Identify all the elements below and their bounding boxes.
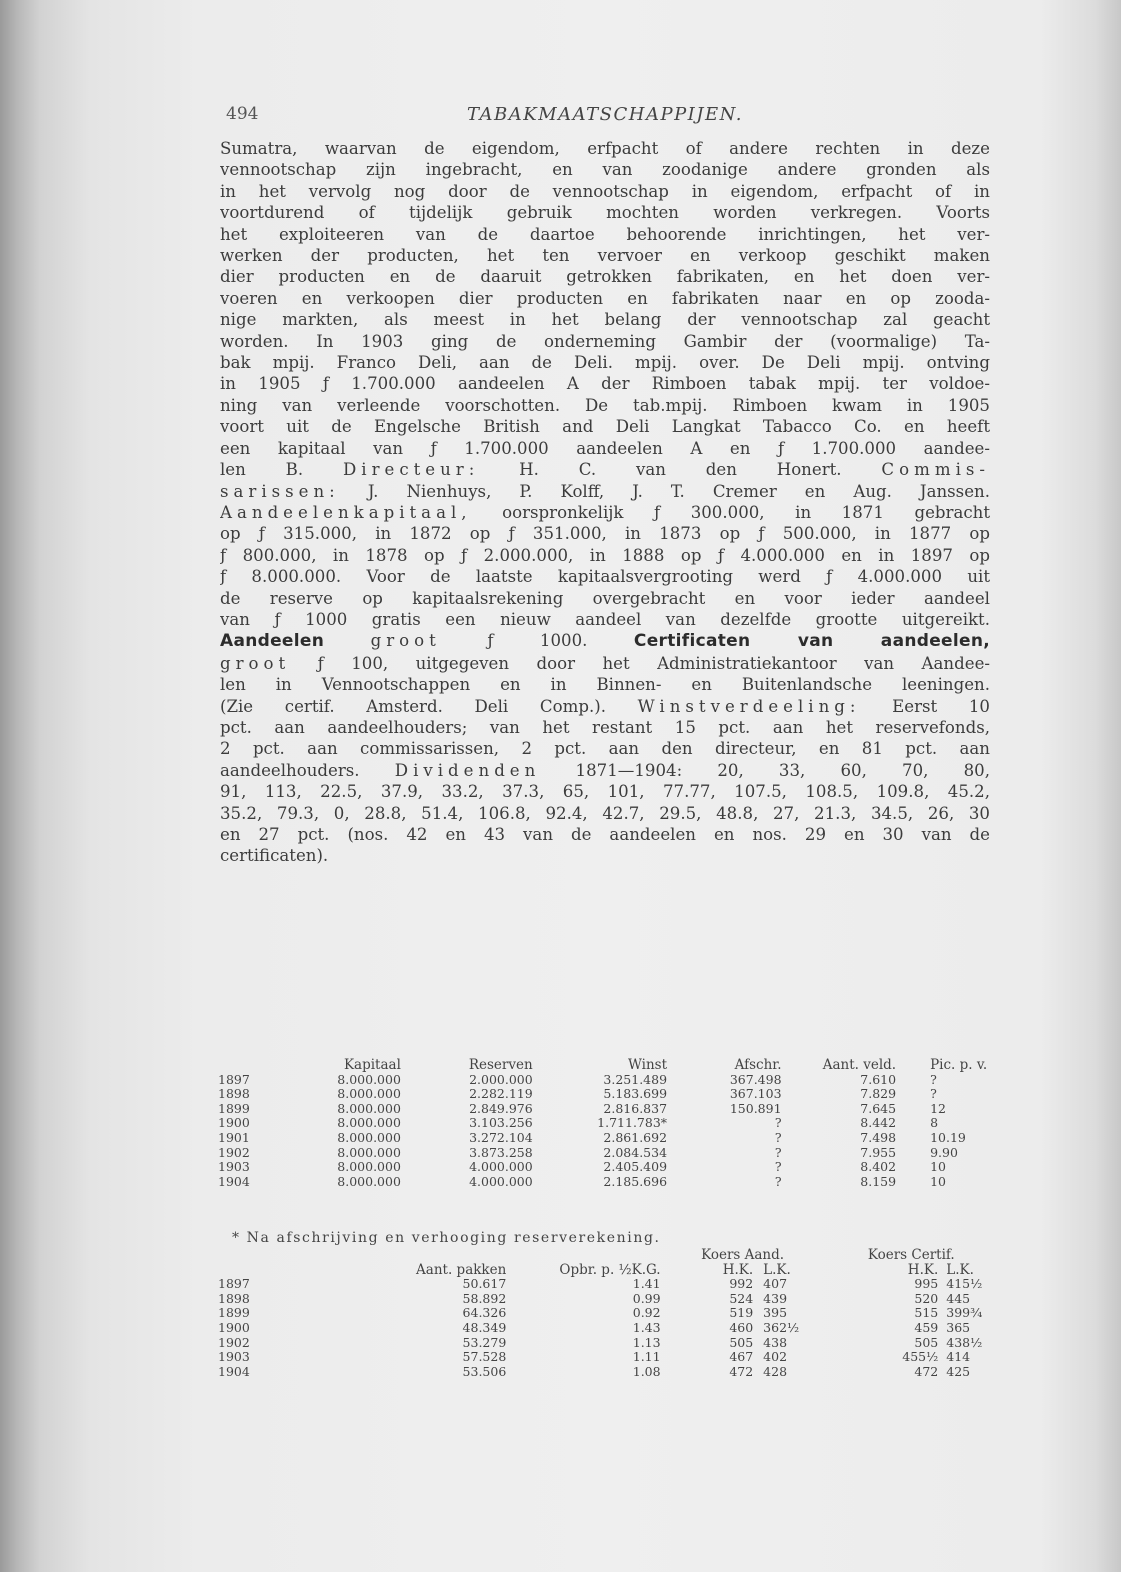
text-line: nige markten, als meest in het belang der vennootschap zal geacht [220,310,990,330]
group-koers-aand: Koers Aand. [701,1247,785,1263]
text-line-commissarissen: sarissen: J. Nienhuys, P. Kolff, J. T. Cremer en Aug. Janssen. [220,481,990,501]
col-cert-hk: H.K. [907,1261,939,1278]
col-cert-lk: L.K. [946,1261,974,1278]
table-cell: 1900 [218,1319,250,1335]
table-cell: ? [774,1144,782,1160]
table-cell: 445 [946,1290,971,1306]
text-line: en 27 pct. (nos. 42 en 43 van de aandeelen en nos. 29 en 30 van de [220,825,990,844]
table-cell: 1898 [218,1290,250,1306]
table-cell: ? [774,1173,782,1189]
table-cell: 8.000.000 [337,1144,401,1160]
table-cell: 459 [914,1319,939,1335]
table-cell: 58.892 [462,1290,507,1306]
table-cell: 395 [763,1305,788,1321]
table-row [218,1131,1008,1146]
col-aand-lk: L.K. [763,1261,791,1278]
table-cell: 9.90 [930,1144,958,1160]
running-title: TABAKMAATSCHAPPIJEN. [467,104,743,125]
col-aant-pakken: Aant. pakken [416,1261,507,1278]
table-cell: 2.405.409 [603,1159,668,1175]
body-text [220,138,990,867]
table-cell: 8.000.000 [337,1086,401,1102]
table-cell: 3.272.104 [469,1129,533,1145]
table-cell: 8.000.000 [337,1173,401,1189]
table-cell: 3.103.256 [469,1115,533,1131]
table-row [218,1321,1008,1336]
table-cell: 5.183.699 [603,1086,668,1102]
table-cell: 10 [930,1159,946,1175]
table-header-row [218,1263,1008,1278]
table-cell: 3.873.258 [469,1144,533,1160]
col-afschr: Afschr. [734,1057,782,1073]
table-cell: 399¾ [946,1305,983,1321]
table-row [218,1336,1008,1351]
table-cell: 8.000.000 [337,1129,401,1145]
text-line-directeur: len B. Directeur: H. C. van den Honert. Commis- [220,460,990,480]
table-cell: 520 [914,1290,939,1306]
table-cell: 1900 [218,1115,250,1131]
col-kapitaal: Kapitaal [343,1057,401,1073]
text-line: 2 pct. aan commissarissen, 2 pct. aan den directeur, en 81 pct. aan [220,739,990,759]
table-row [218,1277,1008,1292]
table-cell: 524 [729,1290,754,1306]
table-cell: 57.528 [462,1349,507,1365]
table-cell: 7.955 [860,1144,897,1160]
table-cell: 995 [914,1276,939,1292]
text-line-aandeelenkapitaal: Aandeelenkapitaal, oorspronkelijk ƒ 300.000, in 1871 gebracht [220,502,990,522]
table-cell: 519 [729,1305,754,1321]
table-cell: 460 [729,1319,754,1335]
table-cell: 505 [729,1334,754,1350]
table-cell: 2.816.837 [603,1100,668,1116]
col-pic-pv: Pic. p. v. [930,1057,988,1073]
table-row [218,1116,1008,1131]
table-row [218,1146,1008,1161]
table-cell: 415½ [946,1276,983,1292]
table-footnote: * Na afschrijving en verhooging reserverekening. [232,1230,661,1246]
table-cell: 362½ [763,1319,800,1335]
text-line: len in Vennootschappen en in Binnen- en Buitenlandsche leeningen. [220,675,990,695]
table-cell: 0.99 [632,1290,661,1306]
text-line: vennootschap zijn ingebracht, en van zoodanige andere gronden als [220,160,990,180]
col-winst: Winst [628,1057,668,1073]
production-price-table [218,1248,1008,1379]
table-cell: 12 [930,1100,946,1116]
table-cell: 8.442 [860,1115,897,1131]
text-line: ning van verleende voorschotten. De tab.mpij. Rimboen kwam in 1905 [220,395,990,415]
text-line: dier producten en de daaruit getrokken fabrikaten, en het doen ver- [220,267,990,287]
table-cell: 8.159 [860,1173,897,1189]
label-commissarissen-cont: sarissen: [220,481,340,501]
book-page [220,104,990,867]
text-line: worden. In 1903 ging de onderneming Gambir der (voormalige) Ta- [220,331,990,351]
table-cell: 439 [763,1290,788,1306]
table-cell: 1901 [218,1129,250,1145]
table-cell: 53.279 [462,1334,507,1350]
table-cell: 3.251.489 [603,1071,668,1087]
label-commissarissen: Commis- [881,460,990,480]
text-line: ƒ 800.000, in 1878 op ƒ 2.000.000, in 1888 op ƒ 4.000.000 en in 1897 op [220,545,990,565]
table-cell: ? [774,1159,782,1175]
text-line: het exploiteeren van de daartoe behoorende inrichtingen, het ver- [220,224,990,244]
table-cell: 428 [763,1363,788,1379]
table-cell: 0.92 [632,1305,661,1321]
table-cell: 1902 [218,1144,250,1160]
label-aandeelen: Aandeelen [220,631,325,652]
table-row [218,1175,1008,1190]
label-winstverdeeling: Winstverdeeling: [637,696,861,716]
label-dividenden: Dividenden [394,760,541,780]
table-header-row [218,1058,1008,1073]
table-cell: 7.610 [860,1071,897,1087]
table-cell: 1904 [218,1173,250,1189]
table-cell: 2.185.696 [603,1173,668,1189]
table-cell: 2.000.000 [469,1071,533,1087]
table-cell: 8.000.000 [337,1100,401,1116]
table-cell: 1903 [218,1159,250,1175]
table-cell: 505 [914,1334,939,1350]
table-cell: 8.402 [860,1159,897,1175]
text-line: pct. aan aandeelhouders; van het restant 15 pct. aan het reservefonds, [220,717,990,737]
text-line-aandeelen: Aandeelen groot ƒ 1000. Certificaten van aandeelen, [220,631,990,652]
table-cell: 7.645 [860,1100,897,1116]
text-line: Sumatra, waarvan de eigendom, erfpacht of andere rechten in deze [220,139,990,158]
table-cell: 4.000.000 [469,1159,533,1175]
table-cell: 367.498 [729,1071,782,1087]
table-cell: 455½ [902,1349,939,1365]
table-cell: 8.000.000 [337,1115,401,1131]
table-cell: 1.11 [632,1349,661,1365]
table-cell: 1.43 [632,1319,661,1335]
table-row [218,1306,1008,1321]
col-aant-veld: Aant. veld. [822,1057,897,1073]
col-reserven: Reserven [468,1057,533,1073]
text-line: 35.2, 79.3, 0, 28.8, 51.4, 106.8, 92.4, 42.7, 29.5, 48.8, 27, 21.3, 34.5, 26, 30 [220,803,990,823]
table-row [218,1087,1008,1102]
table-cell: 10 [930,1173,946,1189]
text-line: bak mpij. Franco Deli, aan de Deli. mpij. over. De Deli mpij. ontving [220,353,990,373]
table-row [218,1292,1008,1307]
table-cell: 7.829 [860,1086,897,1102]
table-cell: 407 [763,1276,788,1292]
table-cell: 414 [946,1349,971,1365]
table-cell: 367.103 [729,1086,782,1102]
table-cell: 1897 [218,1276,250,1292]
table-cell: 1903 [218,1349,250,1365]
table-cell: 402 [763,1349,788,1365]
label-aandeelenkapitaal: Aandeelenkapitaal, [220,502,472,522]
table-cell: 1.08 [632,1363,661,1379]
table-cell: 48.349 [462,1319,507,1335]
table-cell: 1904 [218,1363,250,1379]
table-cell: 150.891 [729,1100,782,1116]
table-cell: 472 [914,1363,939,1379]
text-line: werken der producten, het ten vervoer en verkoop geschikt maken [220,246,990,266]
table-cell: 365 [946,1319,971,1335]
table-cell: 1899 [218,1305,250,1321]
text-line: op ƒ 315.000, in 1872 op ƒ 351.000, in 1873 op ƒ 500.000, in 1877 op [220,524,990,544]
table-cell: ? [930,1071,937,1087]
table-cell: 8.000.000 [337,1159,401,1175]
table-cell: 438 [763,1334,788,1350]
table-cell: 1.13 [632,1334,661,1350]
table-cell: ? [774,1129,782,1145]
table-cell: 1.41 [632,1276,661,1292]
table-row [218,1102,1008,1117]
table-cell: 53.506 [462,1363,507,1379]
text-line: in het vervolg nog door de vennootschap in eigendom, erfpacht of in [220,181,990,201]
text-line-dividenden: aandeelhouders. Dividenden 1871—1904: 20, 33, 60, 70, 80, [220,760,990,780]
text-line: groot ƒ 100, uitgegeven door het Administratiekantoor van Aandee- [220,653,990,673]
page-number: 494 [226,104,259,124]
text-line: 91, 113, 22.5, 37.9, 33.2, 37.3, 65, 101, 77.77, 107.5, 108.5, 109.8, 45.2, [220,782,990,802]
text-line: certificaten). [220,846,329,866]
table-cell: 4.000.000 [469,1173,533,1189]
table-cell: 2.084.534 [603,1144,668,1160]
table-cell: 992 [729,1276,754,1292]
col-aand-hk: H.K. [722,1261,754,1278]
table-row [218,1073,1008,1088]
table-cell: 425 [946,1363,971,1379]
table-cell: 1898 [218,1086,250,1102]
text-line: van ƒ 1000 gratis een nieuw aandeel van dezelfde grootte uitgereikt. [220,609,990,629]
text-line: in 1905 ƒ 1.700.000 aandeelen A der Rimboen tabak mpij. ter voldoe- [220,374,990,394]
table-cell: 7.498 [860,1129,897,1145]
table-row [218,1365,1008,1380]
table-cell: ? [774,1115,782,1131]
text-line: voeren en verkoopen dier producten en fabrikaten naar en op zooda- [220,288,990,308]
text-line: voort uit de Engelsche British and Deli Langkat Tabacco Co. en heeft [220,417,990,437]
table-cell: 8 [930,1115,939,1131]
running-header [220,104,990,134]
table-cell: 1897 [218,1071,250,1087]
text-line: voortdurend of tijdelijk gebruik mochten worden verkregen. Voorts [220,203,990,223]
col-opbrengst: Opbr. p. ½K.G. [559,1261,661,1278]
table-cell: 2.849.976 [469,1100,533,1116]
text-line-winstverdeeling: (Zie certif. Amsterd. Deli Comp.). Winstverdeeling: Eerst 10 [220,696,990,716]
table-row [218,1160,1008,1175]
table-cell: 515 [914,1305,939,1321]
group-koers-certif: Koers Certif. [867,1247,955,1263]
financial-table [218,1058,1008,1189]
table-cell: 2.861.692 [603,1129,668,1145]
table-cell: ? [930,1086,937,1102]
table-cell: 64.326 [462,1305,507,1321]
table-cell: 472 [729,1363,754,1379]
table-row [218,1350,1008,1365]
label-certificaten: Certificaten van aandeelen, [633,631,990,652]
table-cell: 1902 [218,1334,250,1350]
table-group-header-row [218,1248,1008,1263]
label-directeur: Directeur: [342,460,480,480]
text-line: ƒ 8.000.000. Voor de laatste kapitaalsvergrooting werd ƒ 4.000.000 uit [220,567,990,587]
table-cell: 50.617 [462,1276,507,1292]
table-cell: 10.19 [930,1129,966,1145]
table-cell: 438½ [946,1334,983,1350]
table-cell: 2.282.119 [469,1086,533,1102]
table-cell: 1.711.783* [597,1115,668,1131]
table-cell: 467 [729,1349,754,1365]
table-cell: 1899 [218,1100,250,1116]
table-cell: 8.000.000 [337,1071,401,1087]
text-line: een kapitaal van ƒ 1.700.000 aandeelen A en ƒ 1.700.000 aandee- [220,438,990,458]
text-line: de reserve op kapitaalsrekening overgebracht en voor ieder aandeel [220,588,990,608]
